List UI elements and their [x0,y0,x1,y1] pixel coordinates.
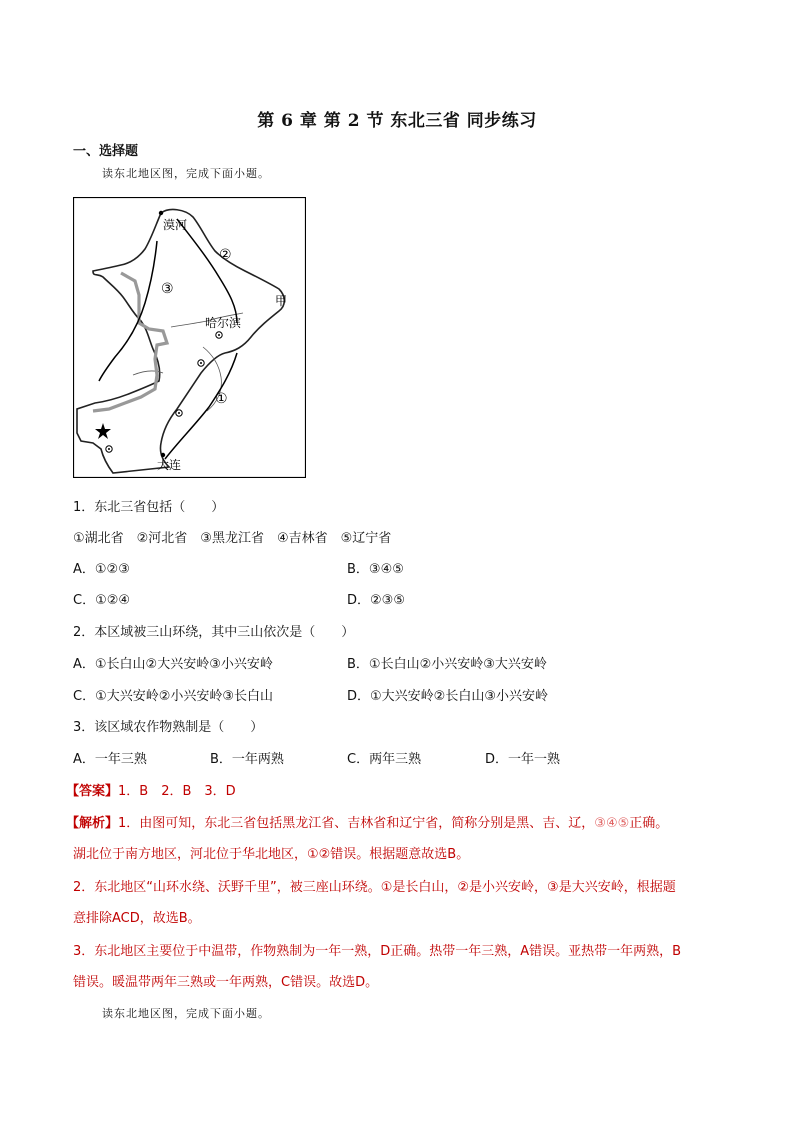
map-label-harbin: 哈尔滨 [205,316,242,330]
q1-items: ①湖北省 ②河北省 ③黑龙江省 ④吉林省 ⑤辽宁省 [73,531,392,546]
analysis-p1b: ③④⑤ [594,816,630,831]
q1-option-a: A．①②③ [73,562,130,577]
map-label-2: ② [219,247,232,263]
analysis-line-1 [66,812,668,831]
section-heading: 一、选择题 [73,144,139,159]
q3-option-b: B．一年两熟 [210,752,284,767]
q3-option-d: D．一年一熟 [485,752,561,767]
page-title: 第 6 章 第 2 节 东北三省 同步练习 [257,111,537,131]
q1-option-d: D．②③⑤ [347,593,405,608]
q2-option-a: A．①长白山②大兴安岭③小兴安岭 [73,657,273,672]
question-instruction: 读东北地区图，完成下面小题。 [102,167,270,180]
q3-option-c: C．两年三熟 [347,752,422,767]
q2-option-b: B．①长白山②小兴安岭③大兴安岭 [347,657,547,672]
analysis-p1c: 正确。 [629,816,669,831]
q2-option-d: D．①大兴安岭②长白山③小兴安岭 [347,689,548,704]
analysis-line-6: 错误。暖温带两年三熟或一年两熟，C错误。故选D。 [73,975,379,990]
answer-text: 1．B 2．B 3．D [118,784,236,799]
q2-stem: 2．本区域被三山环绕，其中三山依次是（ ） [73,625,355,640]
map-label-3: ③ [161,281,174,297]
answer-tag: 【答案】 [66,784,119,799]
q1-option-c: C．①②④ [73,593,131,608]
analysis-tag: 【解析】 [66,816,119,831]
map-label-dalian: 大连 [157,458,182,472]
map-label-mohe: 漠河 [163,218,188,232]
q3-option-a: A．一年三熟 [73,752,147,767]
map-label-1: ① [215,391,228,407]
analysis-line-4: 意排除ACD，故选B。 [73,911,201,926]
q1-option-b: B．③④⑤ [347,562,404,577]
northeast-map-svg [73,197,306,478]
question-instruction-2: 读东北地区图，完成下面小题。 [102,1007,270,1020]
analysis-line-2: 湖北位于南方地区，河北位于华北地区，①②错误。根据题意故选B。 [73,847,470,862]
q2-option-c: C．①大兴安岭②小兴安岭③长白山 [73,689,274,704]
analysis-line-5: 3．东北地区主要位于中温带，作物熟制为一年一熟，D正确。热带一年三熟，A错误。亚热带一年两熟，B [73,944,682,959]
northeast-map [73,197,306,478]
q3-stem: 3．该区域农作物熟制是（ ） [73,720,264,735]
analysis-p1a: 1．由图可知，东北三省包括黑龙江省、吉林省和辽宁省，简称分别是黑、吉、辽， [118,816,595,831]
answer-line [66,780,236,799]
analysis-line-3: 2．东北地区“山环水绕、沃野千里”，被三座山环绕。①是长白山，②是小兴安岭，③是大兴安岭，根据题 [73,880,676,895]
map-label-jia: 甲 [275,294,288,308]
q1-stem: 1．东北三省包括（ ） [73,500,225,515]
